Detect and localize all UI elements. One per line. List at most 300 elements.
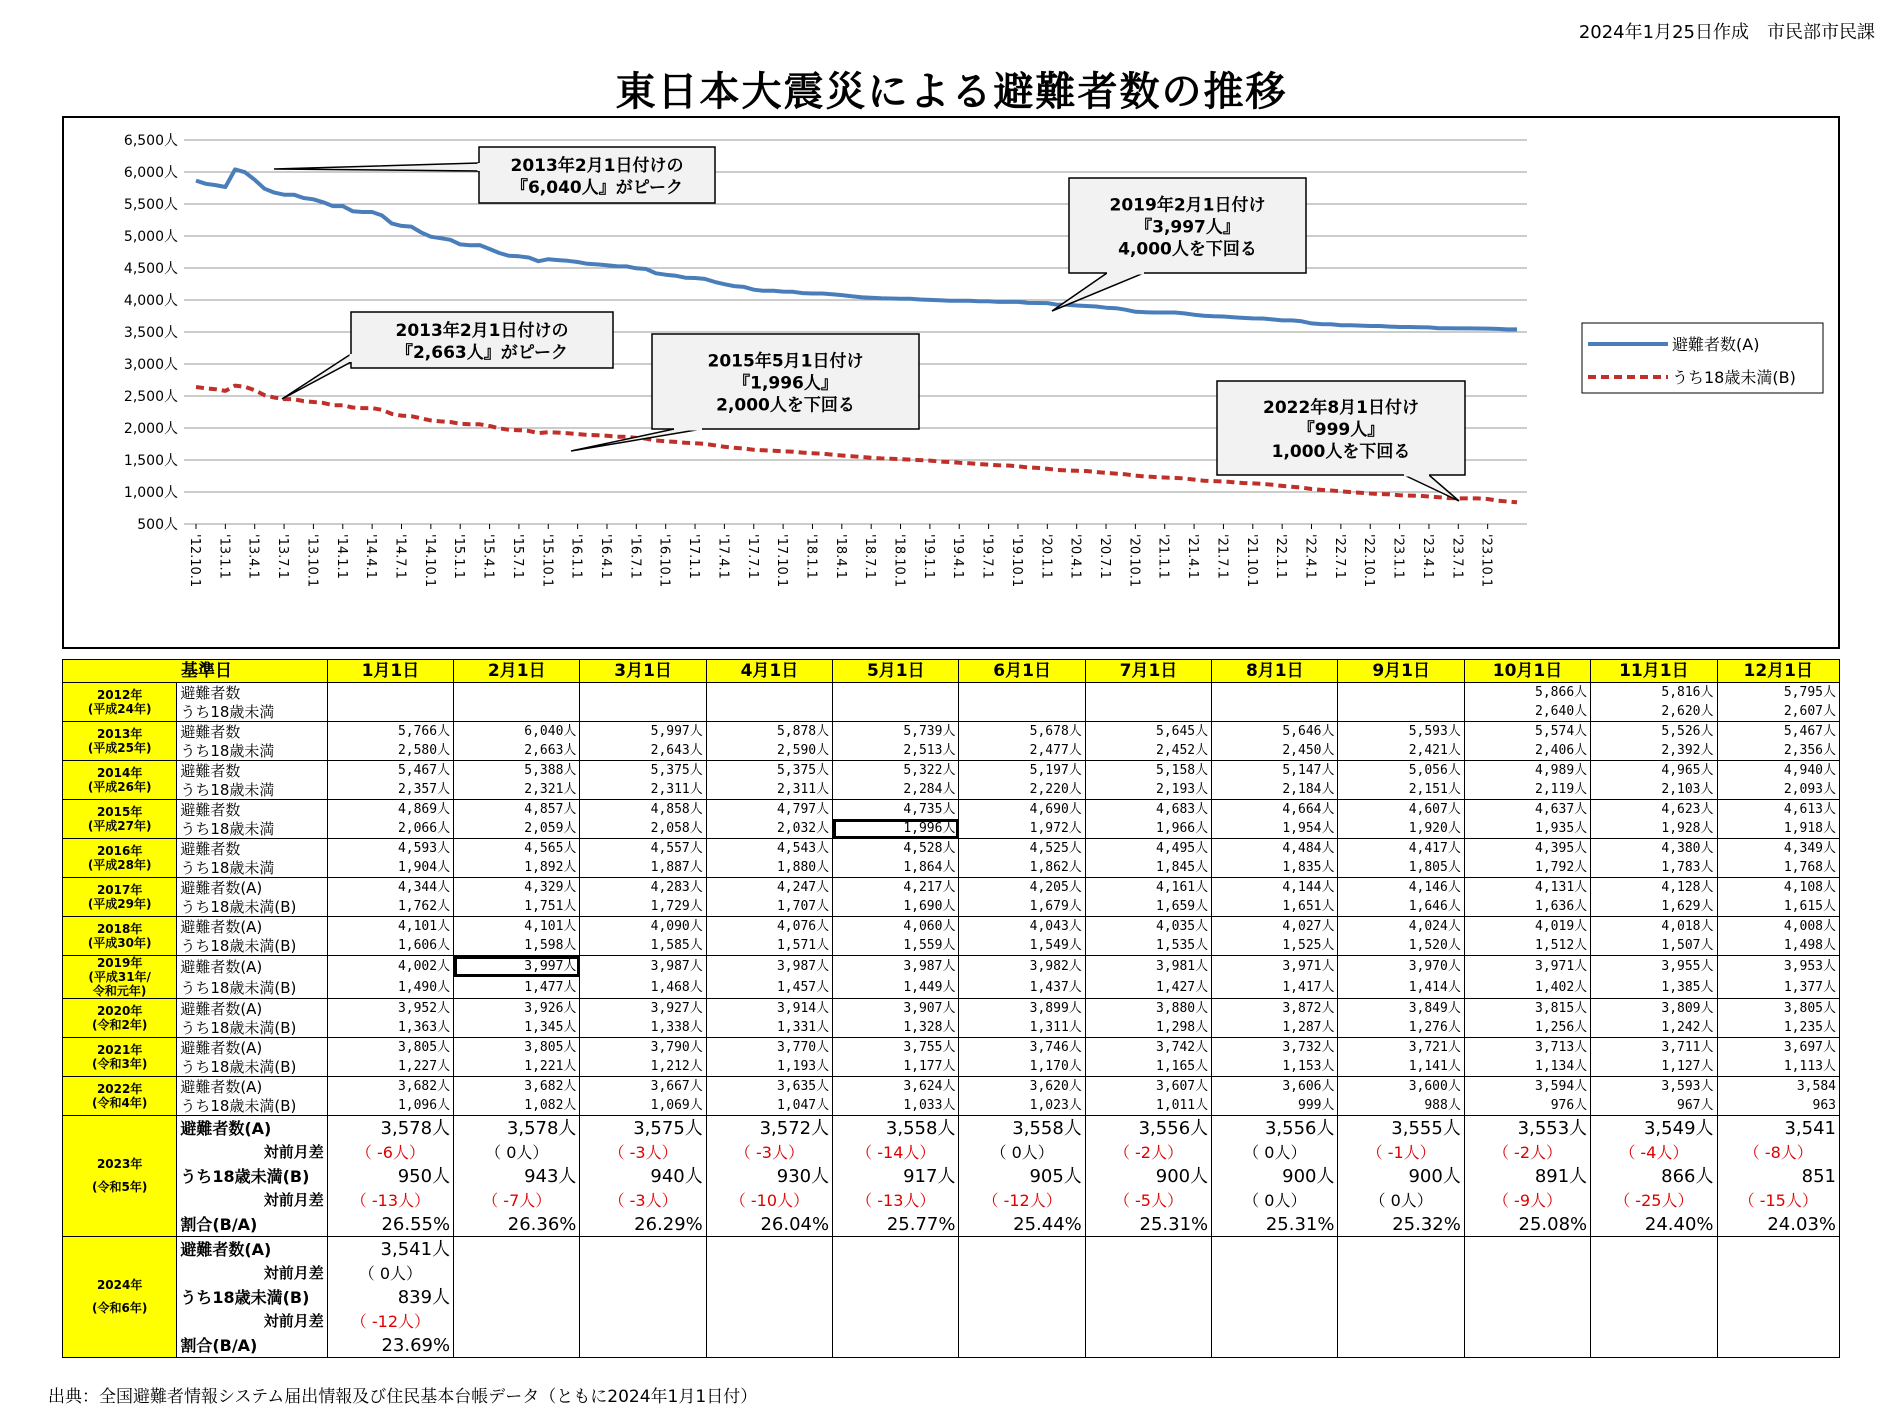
table-cell: 3,899人	[959, 999, 1085, 1019]
table-cell: （ -13人）	[833, 1188, 959, 1212]
creation-note: 2024年1月25日作成 市民部市民課	[1578, 22, 1875, 43]
table-cell: 3,815人	[1464, 999, 1590, 1019]
month-header: 6月1日	[959, 660, 1085, 683]
table-cell: 2,193人	[1085, 780, 1211, 800]
table-cell: 3,805人	[327, 1038, 453, 1058]
callout-text: 2019年2月1日付け	[1109, 195, 1266, 216]
x-tick-label: '22.10.1	[1361, 534, 1377, 588]
table-cell	[959, 1261, 1085, 1285]
table-cell: 1,449人	[833, 977, 959, 999]
table-cell	[1464, 1237, 1590, 1262]
table-cell: 4,989人	[1464, 761, 1590, 781]
table-cell: 4,283人	[580, 878, 706, 898]
table-cell	[1212, 1237, 1338, 1262]
table-cell: 2,220人	[959, 780, 1085, 800]
table-cell: 5,997人	[580, 722, 706, 742]
table-cell: 1,783人	[1591, 858, 1717, 878]
row-label: 割合(B/A)	[177, 1212, 327, 1237]
table-cell: 1,153人	[1212, 1057, 1338, 1077]
row-label: うち18歳未満(B)	[177, 1057, 327, 1077]
table-corner-header: 基準日	[63, 660, 328, 683]
table-cell: 1,887人	[580, 858, 706, 878]
row-label: うち18歳未満(B)	[177, 977, 327, 999]
table-cell: 1,141人	[1338, 1057, 1464, 1077]
table-cell: 1,966人	[1085, 819, 1211, 839]
table-cell: 3,594人	[1464, 1077, 1590, 1097]
table-cell	[833, 1261, 959, 1285]
table-cell: 5,147人	[1212, 761, 1338, 781]
table-cell: 5,322人	[833, 761, 959, 781]
row-label: 避難者数(A)	[177, 956, 327, 978]
month-header: 2月1日	[454, 660, 580, 683]
table-cell: 4,613人	[1717, 800, 1839, 820]
table-cell: 1,328人	[833, 1018, 959, 1038]
table-cell: 2,392人	[1591, 741, 1717, 761]
y-tick-label: 3,500人	[123, 325, 178, 341]
table-cell	[833, 702, 959, 722]
table-cell	[1212, 1285, 1338, 1309]
table-cell: （ -6人）	[327, 1140, 453, 1164]
table-cell: 1,507人	[1591, 936, 1717, 956]
table-cell: 2,356人	[1717, 741, 1839, 761]
row-label: 避難者数(A)	[177, 1077, 327, 1097]
month-header: 4月1日	[706, 660, 832, 683]
table-cell: （ -14人）	[833, 1140, 959, 1164]
callout-text: 『2,663人』がピーク	[395, 343, 569, 363]
table-cell	[959, 683, 1085, 703]
table-cell: 4,664人	[1212, 800, 1338, 820]
table-cell: 4,108人	[1717, 878, 1839, 898]
table-cell: 3,606人	[1212, 1077, 1338, 1097]
table-cell: （ -12人）	[959, 1188, 1085, 1212]
table-cell: 3,572人	[706, 1116, 832, 1141]
table-cell: 967人	[1591, 1096, 1717, 1116]
table-cell	[706, 1261, 832, 1285]
table-cell: （ 0人）	[1212, 1140, 1338, 1164]
table-cell: （ -3人）	[580, 1140, 706, 1164]
table-cell: 3,790人	[580, 1038, 706, 1058]
row-label: 避難者数(A)	[177, 878, 327, 898]
table-cell	[1212, 1261, 1338, 1285]
table-cell: 25.08%	[1464, 1212, 1590, 1237]
x-tick-label: '17.7.1	[744, 534, 760, 579]
table-cell: 5,056人	[1338, 761, 1464, 781]
table-cell: 1,235人	[1717, 1018, 1839, 1038]
table-cell: （ 0人）	[454, 1140, 580, 1164]
row-label: 避難者数	[177, 800, 327, 820]
table-cell: 26.55%	[327, 1212, 453, 1237]
x-tick-label: '14.10.1	[421, 534, 437, 588]
table-cell	[580, 1285, 706, 1309]
table-cell: 4,623人	[1591, 800, 1717, 820]
table-cell: （ -2人）	[1085, 1140, 1211, 1164]
table-cell: 3,809人	[1591, 999, 1717, 1019]
table-cell: 1,242人	[1591, 1018, 1717, 1038]
row-label: 避難者数(A)	[177, 917, 327, 937]
table-cell: （ 0人）	[327, 1261, 453, 1285]
year-label: 2012年 (平成24年)	[63, 683, 177, 722]
table-cell	[833, 1333, 959, 1358]
table-cell: 1,920人	[1338, 819, 1464, 839]
table-cell	[959, 1309, 1085, 1333]
table-cell: 25.32%	[1338, 1212, 1464, 1237]
table-cell: 4,349人	[1717, 839, 1839, 859]
table-cell: 2,032人	[706, 819, 832, 839]
table-cell: 1,402人	[1464, 977, 1590, 999]
table-cell: 1,862人	[959, 858, 1085, 878]
table-cell: 3,987人	[580, 956, 706, 978]
table-cell	[1338, 683, 1464, 703]
table-cell: 26.04%	[706, 1212, 832, 1237]
table-cell: 4,090人	[580, 917, 706, 937]
table-cell: 3,575人	[580, 1116, 706, 1141]
x-tick-label: '20.1.1	[1038, 534, 1054, 579]
table-cell: （ -2人）	[1464, 1140, 1590, 1164]
callout-text: 2022年8月1日付け	[1263, 398, 1419, 418]
table-cell: 1,606人	[327, 936, 453, 956]
legend-label: 避難者数(A)	[1672, 335, 1760, 354]
table-cell: 988人	[1338, 1096, 1464, 1116]
table-cell: 1,835人	[1212, 858, 1338, 878]
table-cell: 4,690人	[959, 800, 1085, 820]
row-label: 避難者数(A)	[177, 1038, 327, 1058]
table-cell	[454, 1285, 580, 1309]
table-cell: 1,707人	[706, 897, 832, 917]
source-note: 出典：全国避難者情報システム届出情報及び住民基本台帳データ（ともに2024年1月1日付）	[48, 1387, 758, 1407]
table-cell: 1,331人	[706, 1018, 832, 1038]
table-cell	[1085, 1285, 1211, 1309]
table-cell	[1464, 1285, 1590, 1309]
year-label: 2017年 (平成29年)	[63, 878, 177, 917]
year-label: 2014年 (平成26年)	[63, 761, 177, 800]
x-tick-label: '14.4.1	[363, 534, 379, 579]
table-cell: 3,624人	[833, 1077, 959, 1097]
row-label: うち18歳未満	[177, 780, 327, 800]
table-cell	[580, 683, 706, 703]
table-cell: 23.69%	[327, 1333, 453, 1358]
table-cell: 3,558人	[959, 1116, 1085, 1141]
year-label: 2023年 (令和5年)	[63, 1116, 177, 1237]
table-cell: 2,452人	[1085, 741, 1211, 761]
table-cell: 1,363人	[327, 1018, 453, 1038]
table-cell: 2,059人	[454, 819, 580, 839]
table-cell: 1,047人	[706, 1096, 832, 1116]
table-cell: 3,805人	[454, 1038, 580, 1058]
table-cell: 25.31%	[1212, 1212, 1338, 1237]
table-cell: 2,620人	[1591, 702, 1717, 722]
table-cell	[1464, 1309, 1590, 1333]
table-cell: 3,927人	[580, 999, 706, 1019]
table-cell	[706, 1333, 832, 1358]
table-cell: 3,907人	[833, 999, 959, 1019]
table-cell	[959, 702, 1085, 722]
table-cell: 2,066人	[327, 819, 453, 839]
table-cell: 5,375人	[580, 761, 706, 781]
table-cell: 2,119人	[1464, 780, 1590, 800]
table-cell: 1,615人	[1717, 897, 1839, 917]
x-tick-label: '12.10.1	[187, 534, 202, 588]
table-cell: 3,955人	[1591, 956, 1717, 978]
table-cell: 2,590人	[706, 741, 832, 761]
row-label: 対前月差	[177, 1188, 327, 1212]
table-cell: （ -12人）	[327, 1309, 453, 1333]
table-cell: 4,128人	[1591, 878, 1717, 898]
table-cell: 5,158人	[1085, 761, 1211, 781]
table-cell: 1,023人	[959, 1096, 1085, 1116]
y-tick-label: 6,000人	[123, 165, 178, 181]
row-label: うち18歳未満	[177, 741, 327, 761]
table-cell: 5,467人	[327, 761, 453, 781]
table-cell: 25.44%	[959, 1212, 1085, 1237]
table-cell: 5,645人	[1085, 722, 1211, 742]
table-cell: 1,377人	[1717, 977, 1839, 999]
table-cell	[1717, 1333, 1839, 1358]
x-tick-label: '18.7.1	[862, 534, 878, 579]
table-cell: 4,857人	[454, 800, 580, 820]
table-cell: 851	[1717, 1164, 1839, 1188]
table-cell	[1591, 1285, 1717, 1309]
y-tick-label: 4,500人	[123, 261, 178, 277]
row-label: 避難者数	[177, 722, 327, 742]
table-cell: 5,467人	[1717, 722, 1839, 742]
row-label: 避難者数	[177, 839, 327, 859]
table-cell: 4,024人	[1338, 917, 1464, 937]
table-cell: 5,574人	[1464, 722, 1590, 742]
row-label: うち18歳未満	[177, 702, 327, 722]
table-cell: 900人	[1085, 1164, 1211, 1188]
table-cell: 3,713人	[1464, 1038, 1590, 1058]
table-cell: 1,525人	[1212, 936, 1338, 956]
table-cell	[454, 683, 580, 703]
x-tick-label: '17.10.1	[774, 534, 790, 588]
table-cell: 4,101人	[454, 917, 580, 937]
table-cell: 3,584	[1717, 1077, 1839, 1097]
table-cell: 1,751人	[454, 897, 580, 917]
table-cell: 1,298人	[1085, 1018, 1211, 1038]
month-header: 3月1日	[580, 660, 706, 683]
table-cell	[706, 683, 832, 703]
table-cell: 1,468人	[580, 977, 706, 999]
table-cell	[1212, 702, 1338, 722]
table-cell: 1,033人	[833, 1096, 959, 1116]
table-cell	[833, 1285, 959, 1309]
row-label: うち18歳未満(B)	[177, 1096, 327, 1116]
table-cell: 3,742人	[1085, 1038, 1211, 1058]
table-cell: 1,690人	[833, 897, 959, 917]
callout-text: 2013年2月1日付けの	[395, 321, 569, 341]
y-tick-label: 2,500人	[123, 389, 178, 405]
table-cell: 1,559人	[833, 936, 959, 956]
table-cell	[1338, 1309, 1464, 1333]
table-cell: 4,344人	[327, 878, 453, 898]
evacuee-table	[62, 659, 1840, 1358]
table-cell: 963	[1717, 1096, 1839, 1116]
table-cell: 4,528人	[833, 839, 959, 859]
month-header: 9月1日	[1338, 660, 1464, 683]
table-cell	[580, 1261, 706, 1285]
table-cell: 1,928人	[1591, 819, 1717, 839]
x-tick-label: '14.7.1	[392, 534, 408, 579]
table-cell: 4,076人	[706, 917, 832, 937]
table-cell: 2,607人	[1717, 702, 1839, 722]
table-cell: 4,247人	[706, 878, 832, 898]
table-cell: 950人	[327, 1164, 453, 1188]
table-cell: 4,019人	[1464, 917, 1590, 937]
table-cell: 4,940人	[1717, 761, 1839, 781]
table-cell: 1,520人	[1338, 936, 1464, 956]
table-cell	[1717, 1237, 1839, 1262]
table-cell: 3,987人	[833, 956, 959, 978]
table-cell: 1,221人	[454, 1057, 580, 1077]
row-label: うち18歳未満	[177, 819, 327, 839]
table-cell: 1,069人	[580, 1096, 706, 1116]
x-tick-label: '13.4.1	[245, 534, 261, 579]
table-cell: 1,935人	[1464, 819, 1590, 839]
table-cell	[1338, 1261, 1464, 1285]
table-cell: 1,477人	[454, 977, 580, 999]
callout-text: 『3,997人』	[1135, 217, 1240, 238]
table-cell: 25.77%	[833, 1212, 959, 1237]
row-label: 避難者数	[177, 683, 327, 703]
x-tick-label: '23.1.1	[1390, 534, 1406, 579]
table-cell: 3,987人	[706, 956, 832, 978]
table-cell: 1,082人	[454, 1096, 580, 1116]
table-cell: 930人	[706, 1164, 832, 1188]
table-cell	[833, 1309, 959, 1333]
table-cell: 4,607人	[1338, 800, 1464, 820]
table-cell: 1,276人	[1338, 1018, 1464, 1038]
table-cell: 4,593人	[327, 839, 453, 859]
x-tick-label: '13.7.1	[275, 534, 291, 579]
y-tick-label: 6,500人	[123, 133, 178, 149]
table-cell: 3,926人	[454, 999, 580, 1019]
table-cell: 3,667人	[580, 1077, 706, 1097]
table-cell: 3,872人	[1212, 999, 1338, 1019]
table-cell: 3,682人	[327, 1077, 453, 1097]
table-cell: 3,971人	[1212, 956, 1338, 978]
row-label: うち18歳未満(B)	[177, 897, 327, 917]
table-cell: 3,914人	[706, 999, 832, 1019]
table-cell: （ -10人）	[706, 1188, 832, 1212]
table-cell: 900人	[1338, 1164, 1464, 1188]
legend-label: うち18歳未満(B)	[1672, 368, 1796, 387]
table-cell: （ -4人）	[1591, 1140, 1717, 1164]
x-tick-label: '18.1.1	[803, 534, 819, 579]
table-cell	[454, 702, 580, 722]
table-cell: 4,027人	[1212, 917, 1338, 937]
table-cell: 5,766人	[327, 722, 453, 742]
row-label: 避難者数(A)	[177, 999, 327, 1019]
x-tick-label: '23.10.1	[1478, 534, 1494, 588]
table-cell: 24.40%	[1591, 1212, 1717, 1237]
table-cell: 24.03%	[1717, 1212, 1839, 1237]
table-cell: 1,427人	[1085, 977, 1211, 999]
callout-text: 2015年5月1日付け	[707, 351, 864, 372]
table-cell: 1,227人	[327, 1057, 453, 1077]
table-cell: 4,329人	[454, 878, 580, 898]
table-cell	[454, 1333, 580, 1358]
x-tick-label: '23.4.1	[1419, 534, 1435, 579]
table-cell: 1,113人	[1717, 1057, 1839, 1077]
row-label: うち18歳未満(B)	[177, 936, 327, 956]
x-tick-label: '16.10.1	[656, 534, 672, 588]
table-cell: 1,134人	[1464, 1057, 1590, 1077]
x-tick-label: '22.1.1	[1273, 534, 1289, 579]
table-cell	[1212, 683, 1338, 703]
table-cell	[1085, 1309, 1211, 1333]
table-cell: 5,593人	[1338, 722, 1464, 742]
callout-text: 2013年2月1日付けの	[510, 156, 684, 176]
table-cell	[1212, 1309, 1338, 1333]
table-cell: 839人	[327, 1285, 453, 1309]
table-cell	[1338, 1237, 1464, 1262]
table-cell: 1,954人	[1212, 819, 1338, 839]
table-cell: 4,144人	[1212, 878, 1338, 898]
table-cell: 1,646人	[1338, 897, 1464, 917]
table-cell: 1,629人	[1591, 897, 1717, 917]
table-cell: 1,385人	[1591, 977, 1717, 999]
x-tick-label: '20.7.1	[1097, 534, 1113, 579]
table-cell: 3,593人	[1591, 1077, 1717, 1097]
table-cell: （ -7人）	[454, 1188, 580, 1212]
table-cell: 1,996人	[833, 819, 959, 839]
table-cell: 3,981人	[1085, 956, 1211, 978]
x-tick-label: '15.10.1	[539, 534, 555, 588]
year-label: 2022年 (令和4年)	[63, 1077, 177, 1116]
table-cell: 1,535人	[1085, 936, 1211, 956]
table-cell: （ -5人）	[1085, 1188, 1211, 1212]
table-cell: 1,636人	[1464, 897, 1590, 917]
x-tick-label: '22.7.1	[1331, 534, 1347, 579]
table-cell: 1,193人	[706, 1057, 832, 1077]
x-tick-label: '20.4.1	[1067, 534, 1083, 579]
x-tick-label: '19.1.1	[920, 534, 936, 579]
year-label: 2018年 (平成30年)	[63, 917, 177, 956]
year-label: 2021年 (令和3年)	[63, 1038, 177, 1077]
table-cell	[327, 702, 453, 722]
table-cell: 1,892人	[454, 858, 580, 878]
table-cell: 2,284人	[833, 780, 959, 800]
table-cell: 5,678人	[959, 722, 1085, 742]
table-cell	[959, 1333, 1085, 1358]
table-cell: 3,607人	[1085, 1077, 1211, 1097]
table-cell: 2,640人	[1464, 702, 1590, 722]
month-header: 7月1日	[1085, 660, 1211, 683]
table-cell: 866人	[1591, 1164, 1717, 1188]
x-tick-label: '19.10.1	[1008, 534, 1024, 588]
table-cell: 2,321人	[454, 780, 580, 800]
table-cell	[454, 1237, 580, 1262]
table-cell: 2,311人	[580, 780, 706, 800]
table-cell: 3,971人	[1464, 956, 1590, 978]
table-cell: 900人	[1212, 1164, 1338, 1188]
x-tick-label: '14.1.1	[333, 534, 349, 579]
table-cell: 3,805人	[1717, 999, 1839, 1019]
table-cell: 1,311人	[959, 1018, 1085, 1038]
row-label: 対前月差	[177, 1261, 327, 1285]
table-cell	[959, 1285, 1085, 1309]
table-cell: 5,739人	[833, 722, 959, 742]
x-tick-label: '16.1.1	[568, 534, 584, 579]
table-cell: 4,735人	[833, 800, 959, 820]
table-cell	[580, 1333, 706, 1358]
x-tick-label: '17.1.1	[686, 534, 702, 579]
table-cell	[580, 1237, 706, 1262]
table-cell: 3,600人	[1338, 1077, 1464, 1097]
table-cell: 26.36%	[454, 1212, 580, 1237]
table-cell: 3,556人	[1085, 1116, 1211, 1141]
table-cell: 1,287人	[1212, 1018, 1338, 1038]
